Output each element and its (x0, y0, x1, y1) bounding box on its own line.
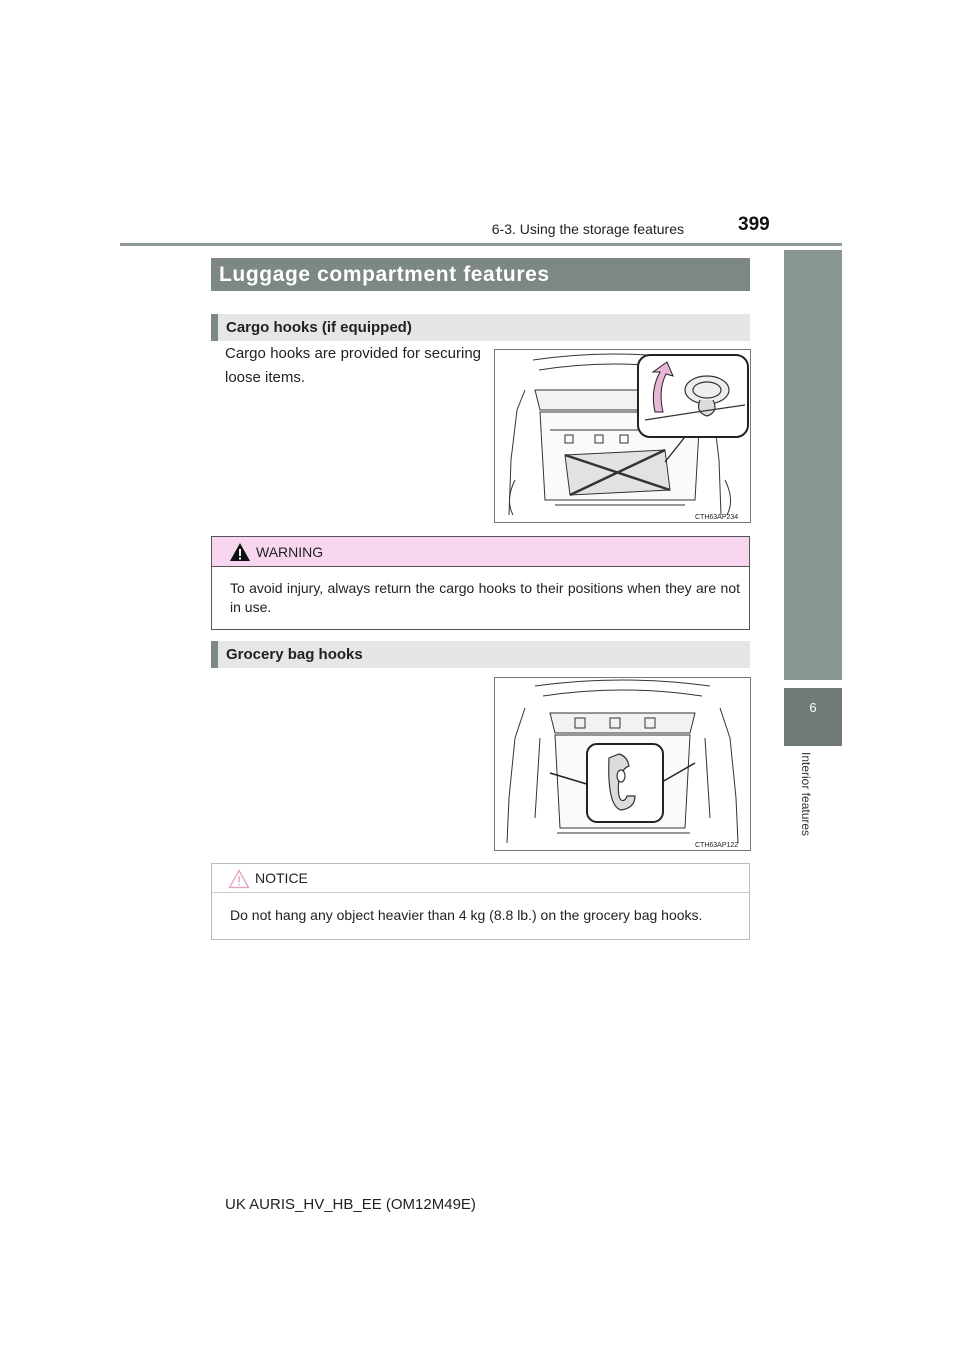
header-rule (120, 243, 842, 246)
warning-icon (229, 542, 251, 562)
page-number: 399 (738, 214, 770, 235)
chapter-number: 6 (809, 700, 817, 715)
chapter-title (784, 752, 842, 862)
cargo-hooks-illustration (495, 350, 750, 522)
cargo-hooks-figure (494, 349, 751, 523)
warning-title: WARNING (256, 544, 324, 560)
chapter-tab[interactable] (784, 688, 842, 746)
footer-model: UK AURIS_HV_HB_EE (OM12M49E) (225, 1196, 476, 1213)
section-banner: Luggage compartment features (211, 258, 750, 291)
chapter-title-text: Interior features (799, 752, 813, 837)
warning-header (212, 537, 749, 567)
section-label: 6-3. Using the storage features (491, 221, 684, 237)
notice-text: Do not hang any object heavier than 4 kg (8.8 lb.) on the grocery bag hooks. (230, 907, 703, 923)
notice-title: NOTICE (255, 870, 308, 886)
grocery-figure-code: CTH63AP122 (695, 842, 739, 849)
grocery-hooks-heading: Grocery bag hooks (211, 641, 750, 668)
cargo-hooks-heading: Cargo hooks (if equipped) (211, 314, 750, 341)
warning-box (211, 536, 750, 630)
caution-icon (228, 869, 250, 889)
chapter-rail (784, 250, 842, 680)
grocery-hooks-figure (494, 677, 751, 851)
grocery-hooks-illustration (495, 678, 750, 850)
notice-box (211, 863, 750, 940)
cargo-figure-code: CTH63AP234 (695, 514, 739, 521)
warning-text: To avoid injury, always return the cargo hooks to their positions when they are not in use. (230, 580, 740, 615)
notice-header (212, 864, 749, 893)
cargo-hooks-description: Cargo hooks are provided for securing loose items. (225, 345, 481, 386)
